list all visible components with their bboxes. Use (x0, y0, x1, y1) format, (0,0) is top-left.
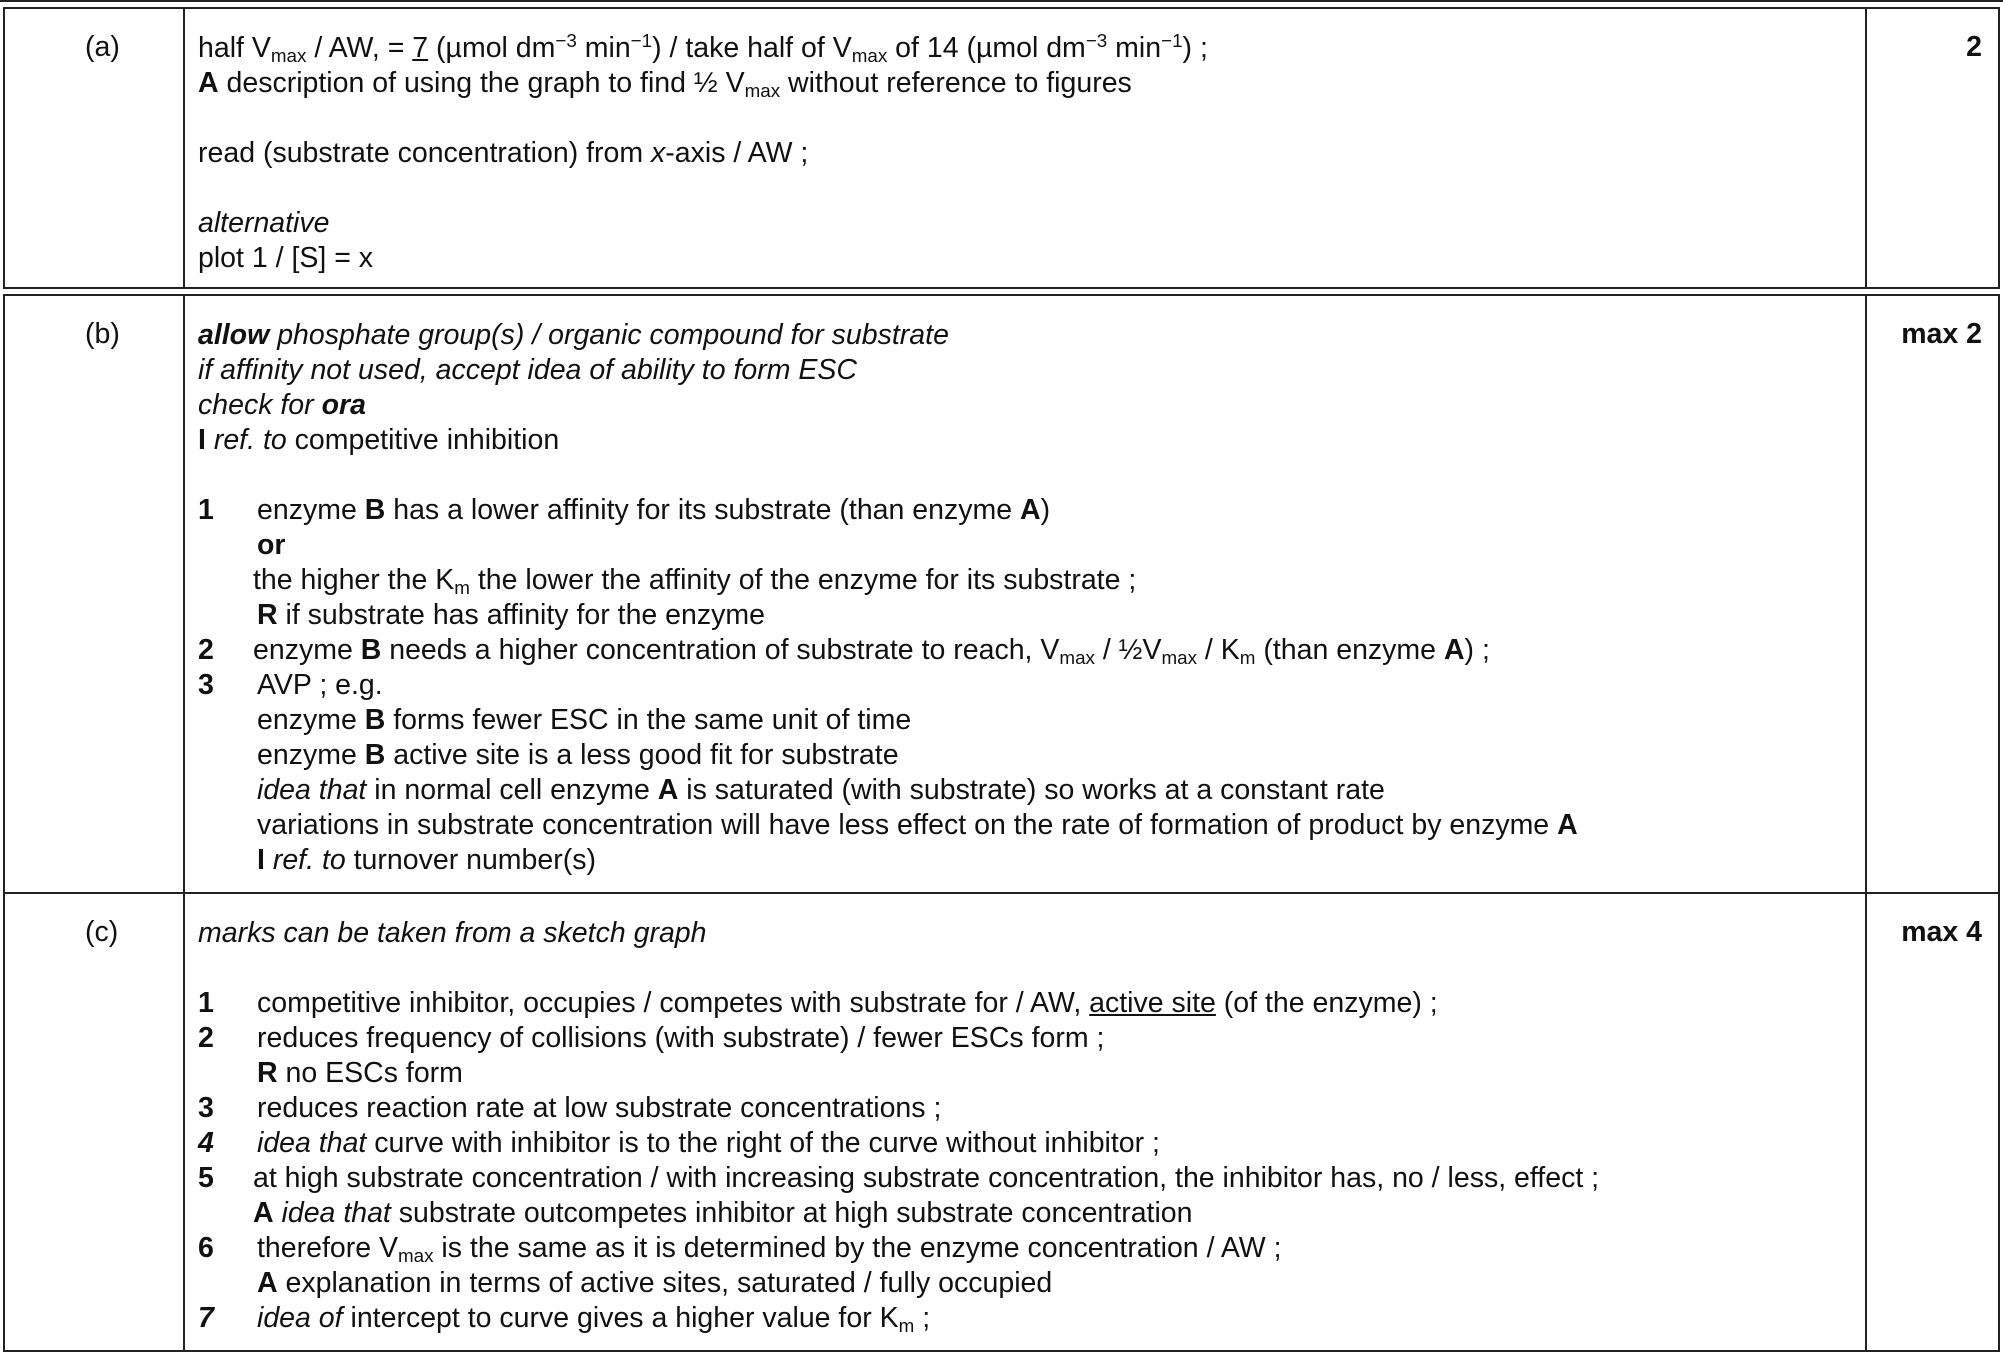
column-divider (183, 9, 185, 287)
answer-line: 7 idea of intercept to curve gives a higher value for $K_m$ ; (198, 1302, 931, 1336)
row-c (3, 892, 2000, 1352)
answer-line: 5 at high substrate concentration / with increasing substrate concentration, the inhibitor has, no / less, effect ; (198, 1162, 1600, 1194)
question-label: (b) (85, 318, 120, 350)
line-spacer (198, 458, 1848, 493)
answer-line: alternative (198, 207, 330, 239)
line-spacer (198, 171, 1848, 206)
answer-line: marks can be taken from a sketch graph (198, 917, 707, 949)
answer-line: or (257, 529, 286, 561)
answer-line: I ref. to turnover number(s) (257, 844, 596, 876)
column-divider (183, 894, 185, 1350)
answer-line: if affinity not used, accept idea of ability to form ESC (198, 354, 857, 386)
answer-line: A explanation in terms of active sites, saturated / fully occupied (257, 1267, 1053, 1299)
answer-line: I ref. to competitive inhibition (198, 424, 560, 456)
answer-line: plot 1 / [S] = x (198, 242, 374, 274)
answer-line: check for ora (198, 389, 366, 421)
answer-line: R if substrate has affinity for the enzyme (257, 599, 765, 631)
answer-line: 3 reduces reaction rate at low substrate concentrations ; (198, 1092, 942, 1124)
answer-line: half $V_{max}$ / AW, = 7 (µmol $dm^{-3}$ $\min^{-1}$) / take half of $V_{max}$ of 14 (µmol $dm^{-3}$ $\min^{-1}$) ; (198, 30, 1208, 66)
answer-line: A description of using the graph to find ½ $V_{max}$ without reference to figures (198, 67, 1132, 101)
answer-line: 4 idea that curve with inhibitor is to the right of the curve without inhibitor ; (198, 1127, 1160, 1159)
answer-line: allow phosphate group(s) / organic compound for substrate (198, 319, 949, 351)
marks-value: max 2 (1901, 318, 1982, 350)
line-spacer (198, 101, 1848, 136)
row-b (3, 294, 2000, 894)
column-divider (1865, 9, 1867, 287)
answer-line: 1 competitive inhibitor, occupies / competes with substrate for / AW, active site (of the enzyme) ; (198, 987, 1438, 1019)
question-label: (c) (85, 916, 119, 948)
answer-line: A idea that substrate outcompetes inhibitor at high substrate concentration (253, 1197, 1193, 1229)
answer-content (198, 31, 1848, 276)
answer-line: enzyme B forms fewer ESC in the same unit of time (257, 704, 912, 736)
answer-line: read (substrate concentration) from x-axis / AW ; (198, 137, 809, 169)
marks-value: 2 (1966, 31, 1982, 63)
top-border (0, 0, 2003, 2)
answer-line: 6 therefore $V_{max}$ is the same as it is determined by the enzyme concentration / AW ; (198, 1232, 1282, 1266)
line-spacer (198, 951, 1848, 986)
answer-line: 1 enzyme B has a lower affinity for its substrate (than enzyme A) (198, 494, 1051, 526)
answer-line: 2 enzyme B needs a higher concentration of substrate to reach, $V_{max}$ / $\frac{1}{2}V_{max} / K_m$ (than enzyme A) ; (198, 634, 1490, 668)
row-a (3, 7, 2000, 289)
column-divider (1865, 296, 1867, 892)
answer-content (198, 318, 1848, 878)
answer-line: 2 reduces frequency of collisions (with substrate) / fewer ESCs form ; (198, 1022, 1105, 1054)
answer-line: the higher the $K_m$ the lower the affinity of the enzyme for its substrate ; (253, 564, 1137, 598)
answer-line: R no ESCs form (257, 1057, 463, 1089)
answer-content (198, 916, 1848, 1336)
answer-line: 3 AVP ; e.g. (198, 669, 383, 701)
column-divider (1865, 894, 1867, 1350)
answer-line: idea that in normal cell enzyme A is saturated (with substrate) so works at a constant rate (257, 774, 1385, 806)
column-divider (183, 296, 185, 892)
marks-value: max 4 (1901, 916, 1982, 948)
answer-line: enzyme B active site is a less good fit for substrate (257, 739, 899, 771)
answer-line: variations in substrate concentration will have less effect on the rate of formation of product by enzyme A (257, 809, 1578, 841)
question-label: (a) (85, 31, 120, 63)
